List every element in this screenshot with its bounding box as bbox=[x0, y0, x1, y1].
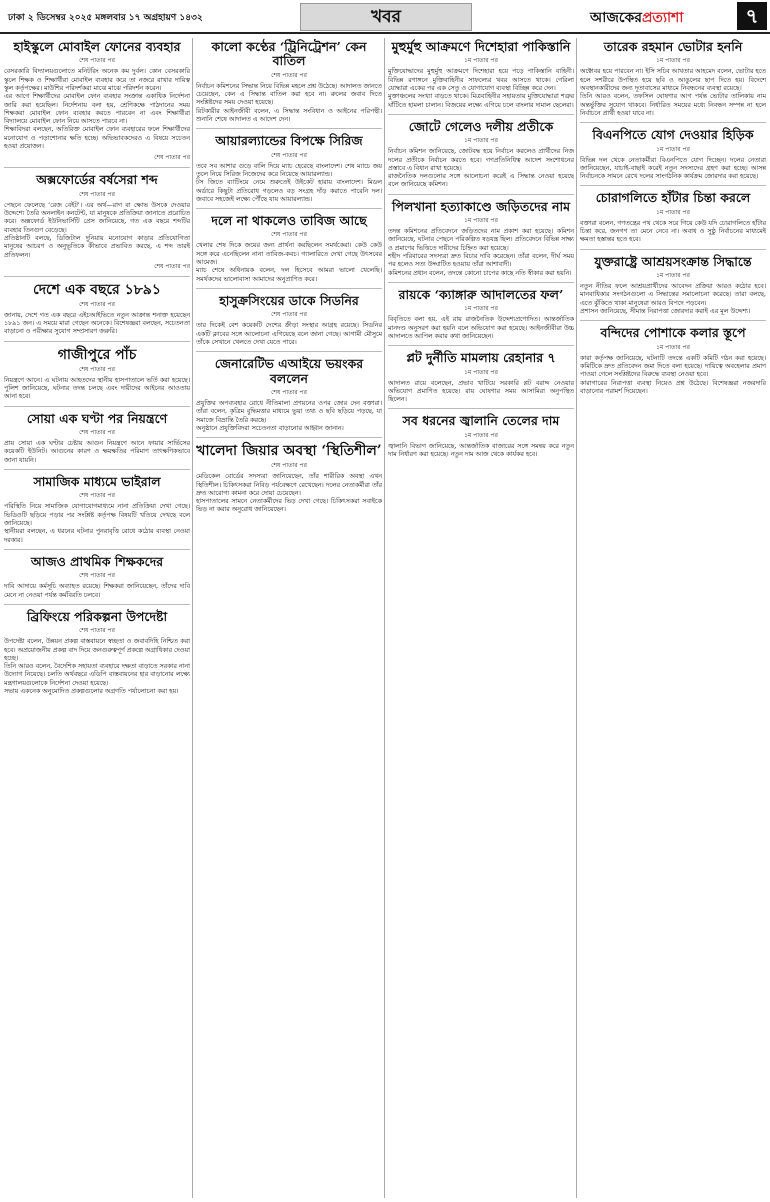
news-story bbox=[388, 414, 574, 463]
story-paragraph: নিয়ন্ত্রণে আনে। এ ঘটনায় আহতদের স্থানীয় হাসপাতালে ভর্তি করা হয়েছে। পুলিশ জানিয়েছে, ঘটনার তদন্ত চলছে এবং দায়ীদের আইনের আওতায় আনা হবে। bbox=[4, 376, 190, 401]
story-continuation-ref: ১ম পাতার পর bbox=[464, 137, 498, 145]
story-headline: তারেক রহমান ভোটার হননি bbox=[603, 39, 743, 54]
news-story bbox=[580, 326, 766, 400]
column-3 bbox=[388, 38, 574, 1198]
story-continuation-ref: ১ম পাতার পর bbox=[464, 305, 498, 313]
news-story bbox=[580, 255, 766, 322]
story-paragraph: রাজনৈতিক দলগুলোর সঙ্গে আলোচনা করেই এ সিদ্ধান্ত নেওয়া হয়েছে বলে জানিয়েছে কমিশন। bbox=[388, 173, 574, 189]
news-story bbox=[4, 555, 190, 605]
story-paragraph: কারা কর্তৃপক্ষ জানিয়েছে, ঘটনাটি তদন্তে একটি কমিটি গঠন করা হয়েছে। কমিটিকে দ্রুত প্রতিবেদন জমা দিতে বলা হয়েছে। দায়িত্বে অবহেলার প্রমাণ পাওয়া গেলে সংশ্লিষ্টদের বিরুদ্ধে ব্যবস্থা নেওয়া হবে। bbox=[580, 354, 766, 379]
story-continuation-ref: শেষ পাতার পর bbox=[271, 311, 307, 319]
story-continuation-ref: ১ম পাতার পর bbox=[464, 217, 498, 225]
story-headline: জেনারেটিভ এআইয়ে ভয়ংকর বললেন bbox=[214, 356, 364, 386]
column-1 bbox=[4, 38, 190, 1198]
story-headline: বন্দিদের পোশাকে কলার স্তূপে bbox=[600, 325, 746, 341]
news-story bbox=[388, 120, 574, 195]
news-story bbox=[4, 282, 190, 342]
news-story bbox=[4, 347, 190, 407]
story-paragraph: মুক্তিযোদ্ধাদের মুহুর্মুহু আক্রমণে দিশেহারা হয়ে পড়ে পাকিস্তানি বাহিনী। বিভিন্ন রণাঙ্গনে মুক্তিবাহিনীর সাফল্যের খবর আসতে থাকে। গেরিলা যোদ্ধারা একের পর এক সেতু ও যোগাযোগ ব্যবস্থা বিচ্ছিন্ন করে দেন। bbox=[388, 68, 574, 92]
section-title: খবর bbox=[300, 3, 472, 31]
story-headline: অক্সফোর্ডের বর্ষসেরা শব্দ bbox=[36, 172, 158, 188]
news-story bbox=[196, 443, 382, 519]
news-story bbox=[196, 214, 382, 289]
story-paragraph: বিভিন্ন দল থেকে নেতাকর্মীরা বিএনপিতে যোগ দিচ্ছেন। দলের নেতারা জানিয়েছেন, যাচাই-বাছাই করেই নতুন সদস্যদের গ্রহণ করা হচ্ছে। আসন্ন নির্বাচনকে সামনে রেখে দলের সাংগঠনিক কার্যক্রম জোরদার করা হয়েছে। bbox=[580, 156, 766, 181]
story-continuation-ref: শেষ পাতার পর bbox=[271, 462, 307, 470]
story-continuation-ref: ১ম পাতার পর bbox=[656, 57, 690, 65]
story-headline: খালেদা জিয়ার অবস্থা ‘স্থিতিশীল’ bbox=[196, 443, 382, 460]
story-paragraph: অনুষ্ঠানে প্রযুক্তিবিদরা সচেতনতা বাড়ানোর আহ্বান জানান। bbox=[196, 424, 344, 432]
story-paragraph: বেসরকারি বিদ্যালয়গুলোতে মনিটরিং অনেক কম দুর্বল। কোন বেসরকারি স্কুলে শিক্ষক ও শিক্ষার্থীরা মোবাইল ব্যবহার করে তা নজরে রাখার দায়িত্ব স্কুল কর্তৃপক্ষের। মাউশির পরিদর্শকরা মাঝে মাঝে পরিদর্শন করেন। bbox=[4, 68, 190, 92]
story-continuation-ref: ১ম পাতার পর bbox=[464, 57, 498, 65]
story-paragraph: শিক্ষাবিদরা বলছেন, অতিরিক্ত মোবাইল ফোন ব্যবহারের ফলে শিক্ষার্থীদের মনোযোগ ও পড়াশোনার ক্ষতি হচ্ছে। অভিভাবকদেরও এ বিষয়ে সচেতন হওয়া প্রয়োজন। bbox=[4, 126, 190, 151]
story-continuation-ref: শেষ পাতার পর bbox=[79, 57, 115, 65]
story-paragraph: ম্যাচ শেষে অধিনায়ক বলেন, দল হিসেবে আমরা ভালো খেলেছি। সমর্থকদের ভালোবাসা আমাদের অনুপ্রাণিত করে। bbox=[196, 267, 382, 283]
news-story bbox=[580, 191, 766, 249]
story-continuation-ref: শেষ পাতার পর bbox=[79, 300, 115, 308]
news-story bbox=[4, 610, 190, 700]
column-rule bbox=[576, 38, 577, 1198]
story-headline: দেশে এক বছরে ১৮৯১ bbox=[33, 281, 161, 298]
story-continuation-ref: শেষ পাতার পর bbox=[79, 429, 115, 437]
story-paragraph: বক্তারা বলেন, গণতন্ত্রের পথ থেকে সরে গিয়ে কেউ যদি চোরাগলিতে হাঁটার চিন্তা করে, জনগণ তা মেনে নেবে না। অবাধ ও সুষ্ঠু নির্বাচনের মাধ্যমেই ক্ষমতা হস্তান্তর হতে হবে। bbox=[580, 219, 766, 244]
story-continuation-ref: ১ম পাতার পর bbox=[656, 145, 690, 153]
page-number: ৭ bbox=[737, 2, 767, 30]
story-paragraph: জ্বালানি বিভাগ জানিয়েছে, আন্তর্জাতিক বাজারের সঙ্গে সমন্বয় করে নতুন দাম নির্ধারণ করা হয়েছে। নতুন দাম আজ থেকে কার্যকর হবে। bbox=[388, 442, 574, 459]
story-paragraph: আদালত রায়ে বলেছেন, প্রভাব খাটিয়ে সরকারি প্লট বরাদ্দ নেওয়ার অভিযোগ প্রমাণিত হয়েছে। রায় ঘোষণার সময় আসামিরা অনুপস্থিত ছিলেন। bbox=[388, 379, 574, 404]
story-headline: গাজীপুরে পাঁচ bbox=[57, 346, 137, 363]
story-paragraph: নির্বাচন কমিশনের সিদ্ধান্ত নিয়ে বিভিন্ন মহলে প্রশ্ন উঠেছে। আদালত জানতে চেয়েছেন, কেন এ সিদ্ধান্ত বাতিল করা হবে না। রুলের জবাব দিতে সংশ্লিষ্টদের সময় দেওয়া হয়েছে। bbox=[196, 82, 382, 107]
story-paragraph: পেছনে ফেলেছে ‘রেজ বেইট’। এর অর্থ—রাগ বা ক্ষোভ উসকে দেওয়ার উদ্দেশ্যে তৈরি অনলাইন কনটেন্ট, যা মানুষকে প্রতিক্রিয়া জানাতে প্ররোচিত করে। অক্সফোর্ড ইউনিভার্সিটি প্রেস জানিয়েছে, গত এক বছরে শব্দটির ব্যবহার তিনগুণ বেড়েছে। bbox=[4, 201, 190, 234]
story-paragraph: পরিস্থিতি নিয়ে সামাজিক যোগাযোগমাধ্যমে নানা প্রতিক্রিয়া দেখা গেছে। ভিডিওটি ছড়িয়ে পড়ার পর সংশ্লিষ্ট কর্তৃপক্ষ বিষয়টি খতিয়ে দেখছে বলে জানিয়েছে। bbox=[4, 503, 190, 527]
story-paragraph: উপদেষ্টা বলেন, উন্নয়ন প্রকল্প বাস্তবায়নে স্বচ্ছতা ও জবাবদিহি নিশ্চিত করা হবে। অপ্রয়োজনীয় প্রকল্প বাদ দিয়ে জনগুরুত্বপূর্ণ প্রকল্পে অগ্রাধিকার দেওয়া হচ্ছে। bbox=[4, 638, 190, 662]
story-paragraph: স্থানীয়রা বলছেন, এ ধরনের ঘটনার পুনরাবৃত্তি রোধে কঠোর ব্যবস্থা নেওয়া দরকার। bbox=[4, 528, 190, 544]
story-continuation-ref: ১ম পাতার পর bbox=[656, 343, 690, 351]
story-paragraph: কমিশনের প্রধান বলেন, তদন্তে কোনো চাপের কাছে নতি স্বীকার করা হয়নি। bbox=[388, 269, 572, 277]
story-paragraph: টস জিতে ব্যাটিংয়ে নেমে শুরুতেই উইকেট হারায় বাংলাদেশ। মিডল অর্ডারে কিছুটা প্রতিরোধ গড়লেও বড় সংগ্রহ দাঁড় করাতে পারেনি দল। জবাবে সহজেই লক্ষ্যে পৌঁছে যায় আয়ারল্যান্ড। bbox=[196, 179, 382, 203]
story-paragraph: সভায় একনেক অনুমোদিত প্রকল্পগুলোর অগ্রগতি পর্যালোচনা করা হয়। bbox=[4, 688, 179, 696]
story-continuation-ref: ১ম পাতার পর bbox=[656, 272, 690, 280]
news-story bbox=[4, 475, 190, 550]
logo-main-text: আজকের bbox=[590, 10, 642, 26]
story-headline: সামাজিক মাধ্যমে ভাইরাল bbox=[33, 474, 161, 490]
story-paragraph: হাসপাতালের সামনে নেতাকর্মীদের ভিড় দেখা গেছে। চিকিৎসকরা সবাইকে ভিড় না করার অনুরোধ জানিয়েছেন। bbox=[196, 498, 382, 514]
story-continuation-ref: শেষ পাতার পর bbox=[271, 388, 307, 396]
story-paragraph: বিবৃতিতে বলা হয়, এই রায় রাজনৈতিক উদ্দেশ্যপ্রণোদিত। আন্তর্জাতিক মানদণ্ড অনুসরণ করা হয়নি বলে অভিযোগ করা হয়েছে। আইনজীবীরা উচ্চ আদালতে আপিল করার কথা জানিয়েছেন। bbox=[388, 316, 574, 340]
news-story bbox=[388, 288, 574, 346]
logo-accent-text: প্রত্যাশা bbox=[641, 10, 684, 26]
story-paragraph: প্রযুক্তির অপব্যবহার রোধে নীতিমালা প্রণয়নের ওপর জোর দেন বক্তারা। তাঁরা বলেন, কৃত্রিম বুদ্ধিমত্তার মাধ্যমে ভুয়া তথ্য ও ছবি ছড়িয়ে পড়ছে, যা সমাজে বিভ্রান্তি তৈরি করছে। bbox=[196, 399, 382, 424]
news-story bbox=[388, 40, 574, 115]
story-paragraph: রিটকারীর আইনজীবী বলেন, এ সিদ্ধান্ত সংবিধান ও আইনের পরিপন্থী। শুনানি শেষে আদালত এ আদেশ দেন। bbox=[196, 107, 382, 123]
story-paragraph: এর আগে শিক্ষার্থীদের মোবাইল ফোন ব্যবহার সংক্রান্ত একাধিক নির্দেশনা জারি করা হয়েছিল। নির্দেশনায় বলা হয়, শ্রেণিকক্ষে পাঠদানের সময় শিক্ষকরা মোবাইল ফোন ব্যবহার করতে পারবেন না এবং শিক্ষার্থীরা বিদ্যালয়ে মোবাইল ফোন নিয়ে আসতে পারবে না। bbox=[4, 93, 190, 126]
news-story bbox=[4, 173, 190, 276]
story-headline: জোটে গেলেও দলীয় প্রতীকে bbox=[408, 118, 554, 134]
column-rule bbox=[384, 38, 385, 1198]
story-paragraph: প্রায় সোয়া এক ঘণ্টার চেষ্টায় আগুন নিয়ন্ত্রণে আনে ফায়ার সার্ভিসের কয়েকটি ইউনিট। আগুনের কারণ ও ক্ষয়ক্ষতির পরিমাণ তাৎক্ষণিকভাবে জানা যায়নি। bbox=[4, 440, 190, 464]
story-headline: সব ধরনের জ্বালানি তেলের দাম bbox=[402, 413, 560, 429]
story-headline: মুহুর্মুহু আক্রমণে দিশেহারা পাকিস্তানি bbox=[391, 39, 571, 54]
story-continuation-ref: ১ম পাতার পর bbox=[656, 208, 690, 216]
story-headline: কালো কণ্ঠের ‘ট্রিনিট্রেশন’ কেন বাতিল bbox=[211, 39, 367, 69]
news-story bbox=[4, 40, 190, 168]
story-paragraph: তার দিকেই বেশ কয়েকটি দেশের ক্রীড়া সংস্থার আগ্রহ রয়েছে। সিডনির একটি ক্লাবের সঙ্গে আলোচনা এগিয়েছে বলে জানা গেছে। আগামী মৌসুমে তাঁকে সেখানে খেলতে দেখা যেতে পারে। bbox=[196, 322, 382, 346]
story-headline: যুক্তরাষ্ট্রে আশ্রয়সংক্রান্ত সিদ্ধান্তে bbox=[594, 253, 752, 269]
story-headline: সোয়া এক ঘণ্টা পর নিয়ন্ত্রণে bbox=[26, 410, 168, 426]
story-paragraph: তবে সব আশার গুড়ে বালি দিয়ে ম্যাচ হেরেছে বাংলাদেশ। শেষ ম্যাচে জয় তুলে নিয়ে সিরিজ নিজেদের করে নিয়েছে আয়ারল্যান্ড। bbox=[196, 162, 382, 178]
news-story bbox=[580, 40, 766, 123]
issue-date: ঢাকা ২ ডিসেম্বর ২০২৫ মঙ্গলবার ১৭ অগ্রহায়ণ ১৪৩২ bbox=[8, 13, 203, 23]
story-paragraph: তদন্ত কমিশনের প্রতিবেদনে জড়িতদের নাম প্রকাশ করা হয়েছে। কমিশন জানিয়েছে, ঘটনার পেছনে পরিকল্পিত ষড়যন্ত্র ছিল। প্রতিবেদনে বিভিন্ন সাক্ষ্য ও প্রমাণের ভিত্তিতে দায়ীদের চিহ্নিত করা হয়েছে। bbox=[388, 228, 574, 252]
news-story bbox=[4, 412, 190, 470]
story-headline: রায়কে ‘ক্যাঙ্গারু আদালতের ফল’ bbox=[398, 286, 564, 302]
story-continuation-ref: শেষ পাতার পর bbox=[271, 231, 307, 239]
story-paragraph: শহীদ পরিবারের সদস্যরা দ্রুত বিচার দাবি করেছেন। তাঁরা বলেন, দীর্ঘ সময় পর হলেও সত্য উদ্ঘাটিত হওয়ায় তাঁরা আশাবাদী। bbox=[388, 252, 574, 269]
story-headline: পিলখানা হত্যাকাণ্ডে জড়িতদের নাম bbox=[391, 198, 571, 214]
story-continued-note: শেষ পাতার পর bbox=[154, 262, 190, 270]
story-continuation-ref: শেষ পাতার পর bbox=[79, 365, 115, 373]
column-rule bbox=[192, 38, 193, 1198]
story-headline: আজও প্রাথমিক শিক্ষকদের bbox=[30, 553, 164, 569]
story-continuation-ref: শেষ পাতার পর bbox=[79, 492, 115, 500]
story-continuation-ref: শেষ পাতার পর bbox=[79, 627, 115, 635]
story-continuation-ref: শেষ পাতার পর bbox=[271, 71, 307, 79]
story-continuation-ref: ১ম পাতার পর bbox=[464, 368, 498, 376]
story-paragraph: খেলার শেষ দিকে জয়ের জন্য প্রার্থনা করছিলেন সমর্থকেরা। কেউ কেউ সঙ্গে করে এনেছিলেন নানা তাবিজ-কবচ। গ্যালারিতে দেখা গেছে উৎসবের আমেজ। bbox=[196, 242, 382, 267]
story-headline: চোরাগলিতে হাঁটার চিন্তা করলে bbox=[595, 190, 751, 206]
story-headline: বিএনপিতে যোগ দেওয়ার হিড়িক bbox=[592, 127, 754, 143]
story-headline: ব্রিফিংয়ে পরিকল্পনা উপদেষ্টা bbox=[26, 608, 168, 624]
news-story bbox=[196, 357, 382, 438]
story-continued-note: শেষ পাতার পর bbox=[154, 154, 190, 162]
news-story bbox=[580, 128, 766, 186]
story-paragraph: দাবি আদায়ে কর্মসূচি অব্যাহত রয়েছে। শিক্ষকরা জানিয়েছেন, তাঁদের দাবি মেনে না নেওয়া পর্যন্ত কর্মবিরতি চলবে। bbox=[4, 583, 190, 599]
story-paragraph: তিনি আরও বলেন, তফসিল ঘোষণার আগ পর্যন্ত ভোটার তালিকায় নাম অন্তর্ভুক্তির সুযোগ থাকবে। নির্ধারিত সময়ের মধ্যে নিবন্ধন সম্পন্ন না হলে নির্বাচনে প্রার্থী হওয়া যাবে না। bbox=[580, 93, 766, 117]
news-story bbox=[196, 40, 382, 129]
story-headline: হাসুক্রসিংয়ের ডাকে সিডনির bbox=[219, 292, 359, 308]
story-continuation-ref: ১ম পাতার পর bbox=[464, 431, 498, 439]
story-headline: হাইস্কুলে মোবাইল ফোনের ব্যবহার bbox=[13, 39, 181, 54]
news-story bbox=[196, 294, 382, 352]
story-paragraph: কারাগারের নিরাপত্তা ব্যবস্থা নিয়েও প্রশ্ন উঠেছে। বিশেষজ্ঞরা নজরদারি বাড়ানোর পরামর্শ দিয়েছেন। bbox=[580, 379, 766, 395]
story-continuation-ref: শেষ পাতার পর bbox=[79, 572, 115, 580]
story-paragraph: প্রতিষ্ঠানটি বলছে, ডিজিটাল দুনিয়ায় মনোযোগ কাড়ার প্রতিযোগিতা মানুষের আচরণ ও অনুভূতিকে কীভাবে প্রভাবিত করছে, এ শব্দ তারই প্রতিফলন। bbox=[4, 234, 190, 259]
story-paragraph: নতুন নীতির ফলে আশ্রয়প্রার্থীদের আবেদন প্রক্রিয়া আরও কঠোর হবে। মানবাধিকার সংগঠনগুলো এ সিদ্ধান্তের সমালোচনা করেছে। তারা বলছে, এতে ঝুঁকিতে থাকা মানুষেরা আরও বিপদে পড়বেন। bbox=[580, 283, 766, 307]
story-paragraph: তিনি আরও বলেন, বৈদেশিক সহায়তা ব্যবহারে দক্ষতা বাড়াতে সরকার নানা উদ্যোগ নিয়েছে। চলতি অর্থবছরে এডিপি বাস্তবায়নের হার বাড়ানোর লক্ষ্যে মন্ত্রণালয়গুলোকে নির্দেশনা দেওয়া হয়েছে। bbox=[4, 663, 190, 687]
story-paragraph: জানায়, দেশে গত এক বছরে এইচআইভিতে নতুন আক্রান্ত শনাক্ত হয়েছেন ১৮৯১ জন। এ সময়ে মারা গেছেন অনেকে। বিশেষজ্ঞরা বলছেন, সচেতনতা বাড়ানো ও পরীক্ষার সুযোগ সম্প্রসারণ জরুরি। bbox=[4, 311, 190, 336]
story-headline: আয়ারল্যান্ডের বিপক্ষে সিরিজ bbox=[215, 133, 363, 149]
column-2 bbox=[196, 38, 382, 1198]
column-4 bbox=[580, 38, 766, 1198]
newspaper-logo bbox=[590, 6, 683, 30]
news-story bbox=[196, 134, 382, 209]
story-headline: প্লট দুর্নীতি মামলায় রেহানার ৭ bbox=[406, 350, 556, 366]
masthead bbox=[0, 0, 770, 34]
story-continuation-ref: শেষ পাতার পর bbox=[79, 190, 115, 198]
story-headline: দলে না থাকলেও তাবিজ আছে bbox=[211, 213, 367, 229]
story-paragraph: মুক্তাঞ্চলের সংখ্যা বাড়তে থাকে। মিত্রবাহিনীর সহায়তায় মুক্তিযোদ্ধারা শত্রুর ঘাঁটিতে হামলা চালান। বিজয়ের লক্ষ্যে এগিয়ে চলে বাংলার দামাল ছেলেরা। bbox=[388, 93, 574, 109]
story-paragraph: মেডিকেল বোর্ডের সদস্যরা জানিয়েছেন, তাঁর শারীরিক অবস্থা এখন স্থিতিশীল। চিকিৎসকরা নিবিড় পর্যবেক্ষণে রেখেছেন। দলের নেতাকর্মীরা তাঁর দ্রুত আরোগ্য কামনা করে দোয়া চেয়েছেন। bbox=[196, 473, 382, 497]
news-story bbox=[388, 351, 574, 409]
story-continuation-ref: শেষ পাতার পর bbox=[271, 151, 307, 159]
story-paragraph: প্রশাসন জানিয়েছে, সীমান্ত নিরাপত্তা জোরদার করাই এর মূল উদ্দেশ্য। bbox=[580, 307, 751, 315]
story-paragraph: অক্টোবর হয়ে পারবেন না। ইসি সচিব আখতার আহমেদ বলেন, ভোটার হতে হলে সশরীরে উপস্থিত হয়ে ছবি ও আঙুলের ছাপ দিতে হয়। বিদেশে অবস্থানকারীদের জন্য দূতাবাসের মাধ্যমে নিবন্ধনের ব্যবস্থা রয়েছে। bbox=[580, 68, 766, 92]
news-story bbox=[388, 200, 574, 283]
story-paragraph: নির্বাচন কমিশন জানিয়েছে, জোটবদ্ধ হয়ে নির্বাচন করলেও প্রার্থীদের নিজ দলের প্রতীকে নির্বাচন করতে হবে। গণপ্রতিনিধিত্ব আদেশ সংশোধনের প্রস্তাবে এ বিধান রাখা হয়েছে। bbox=[388, 148, 574, 172]
